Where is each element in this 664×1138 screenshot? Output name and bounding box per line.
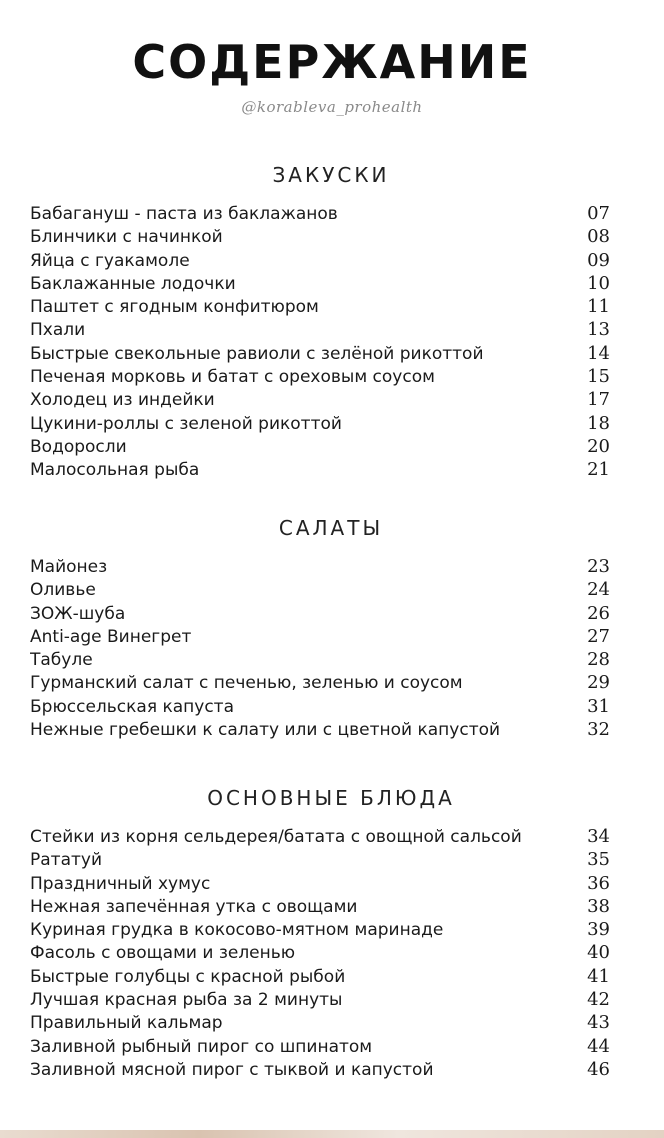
- toc-entry: [30, 202, 610, 225]
- recipe-name: Куриная грудка в кокосово-мятном маринаде: [30, 920, 444, 941]
- recipe-name: Нежная запечённая утка с овощами: [30, 896, 358, 917]
- recipe-name: Стейки из корня сельдерея/батата с овощной сальсой: [30, 827, 522, 847]
- section-heading: ЗАКУСКИ: [272, 163, 390, 187]
- page-number: 29: [587, 672, 610, 694]
- page-number: 09: [587, 249, 610, 271]
- recipe-name: Блинчики с начинкой: [30, 227, 223, 248]
- section-heading: САЛАТЫ: [278, 516, 384, 540]
- section-items: [30, 825, 610, 1081]
- page-number: 35: [587, 849, 610, 871]
- page-number: 39: [587, 919, 610, 941]
- recipe-name: Лучшая красная рыба за 2 минуты: [30, 990, 343, 1011]
- page-number: 10: [587, 272, 610, 294]
- page-number: 27: [587, 625, 610, 647]
- recipe-name: Нежные гребешки к салату или с цветной капустой: [30, 720, 501, 741]
- toc-entry: [30, 965, 610, 988]
- recipe-name: Паштет с ягодным конфитюром: [30, 297, 319, 318]
- page-number: 44: [587, 1035, 610, 1057]
- toc-entry: [30, 941, 610, 964]
- page-number: 46: [587, 1058, 610, 1080]
- recipe-name: Гурманский салат с печенью, зеленью и соусом: [30, 673, 463, 694]
- recipe-name: Брюссельская капуста: [30, 696, 234, 717]
- recipe-name: Anti-age Винегрет: [30, 626, 192, 647]
- bottom-decorative-strip: [0, 1130, 664, 1138]
- recipe-name: ЗОЖ-шуба: [30, 603, 126, 624]
- recipe-name: Заливной мясной пирог с тыквой и капустой: [30, 1059, 434, 1080]
- toc-entry: [30, 578, 610, 601]
- recipe-name: Водоросли: [30, 436, 127, 457]
- recipe-name: Печеная морковь и батат с ореховым соусом: [30, 367, 435, 388]
- page-number: 26: [587, 602, 610, 624]
- page-number: 21: [587, 459, 610, 481]
- page-number: 36: [587, 872, 610, 894]
- toc-entry: [30, 555, 610, 578]
- section-appetizers: [30, 160, 610, 482]
- toc-entry: [30, 918, 610, 941]
- page-number: 20: [587, 435, 610, 457]
- toc-entry: [30, 435, 610, 458]
- recipe-name: Майонез: [30, 557, 108, 577]
- toc-entry: [30, 318, 610, 341]
- page-number: 23: [587, 556, 610, 577]
- recipe-name: Малосольная рыба: [30, 460, 200, 481]
- section-items: [30, 555, 610, 741]
- toc-entry: [30, 295, 610, 318]
- recipe-name: Холодец из индейки: [30, 390, 215, 411]
- page-number: 08: [587, 226, 610, 248]
- recipe-name: Бабагануш - паста из баклажанов: [30, 204, 338, 224]
- recipe-name: Баклажанные лодочки: [30, 273, 236, 294]
- page-number: 38: [587, 895, 610, 917]
- toc-entry: [30, 648, 610, 671]
- toc-entry: [30, 412, 610, 435]
- recipe-name: Рататуй: [30, 850, 103, 871]
- toc-entry: [30, 848, 610, 871]
- page-number: 15: [587, 366, 610, 388]
- toc-entry: [30, 1035, 610, 1058]
- toc-entry: [30, 625, 610, 648]
- recipe-name: Правильный кальмар: [30, 1013, 223, 1034]
- page-title: СОДЕРЖАНИЕ: [132, 35, 532, 89]
- toc-entry: [30, 718, 610, 741]
- toc-entry: [30, 342, 610, 365]
- recipe-name: Фасоль с овощами и зеленью: [30, 943, 296, 964]
- recipe-name: Быстрые голубцы с красной рыбой: [30, 966, 346, 987]
- toc-entry: [30, 1058, 610, 1081]
- page-number: 07: [587, 203, 610, 224]
- recipe-name: Праздничный хумус: [30, 873, 211, 894]
- page-number: 41: [587, 965, 610, 987]
- recipe-name: Пхали: [30, 320, 86, 341]
- toc-entry: [30, 365, 610, 388]
- recipe-name: Заливной рыбный пирог со шпинатом: [30, 1036, 373, 1057]
- page-number: 17: [587, 389, 610, 411]
- toc-entry: [30, 249, 610, 272]
- recipe-name: Табуле: [30, 650, 93, 671]
- page-number: 43: [587, 1012, 610, 1034]
- toc-entry: [30, 895, 610, 918]
- toc-entry: [30, 872, 610, 895]
- recipe-name: Быстрые свекольные равиоли с зелёной рикоттой: [30, 343, 484, 364]
- section-heading: ОСНОВНЫЕ БЛЮДА: [207, 786, 455, 810]
- page-number: 40: [587, 942, 610, 964]
- page-number: 11: [587, 296, 610, 318]
- section-items: [30, 202, 610, 482]
- toc-entry: [30, 388, 610, 411]
- page-number: 28: [587, 649, 610, 671]
- page-number: 34: [587, 826, 610, 847]
- toc-entry: [30, 272, 610, 295]
- toc-entry: [30, 225, 610, 248]
- page-number: 31: [587, 695, 610, 717]
- toc-entry: [30, 825, 610, 848]
- toc-entry: [30, 1011, 610, 1034]
- recipe-name: Цукини-роллы с зеленой рикоттой: [30, 413, 342, 434]
- page-number: 24: [587, 579, 610, 601]
- author-handle: @korableva_prohealth: [241, 98, 423, 116]
- recipe-name: Оливье: [30, 580, 96, 601]
- toc-entry: [30, 671, 610, 694]
- page-number: 18: [587, 412, 610, 434]
- recipe-name: Яйца с гуакамоле: [30, 250, 190, 271]
- toc-entry: [30, 458, 610, 481]
- page-number: 32: [587, 719, 610, 741]
- page-number: 14: [587, 342, 610, 364]
- toc-entry: [30, 695, 610, 718]
- section-main-dishes: [30, 783, 610, 1081]
- section-salads: [30, 513, 610, 741]
- toc-entry: [30, 602, 610, 625]
- page-number: 42: [587, 989, 610, 1011]
- page-number: 13: [587, 319, 610, 341]
- toc-entry: [30, 988, 610, 1011]
